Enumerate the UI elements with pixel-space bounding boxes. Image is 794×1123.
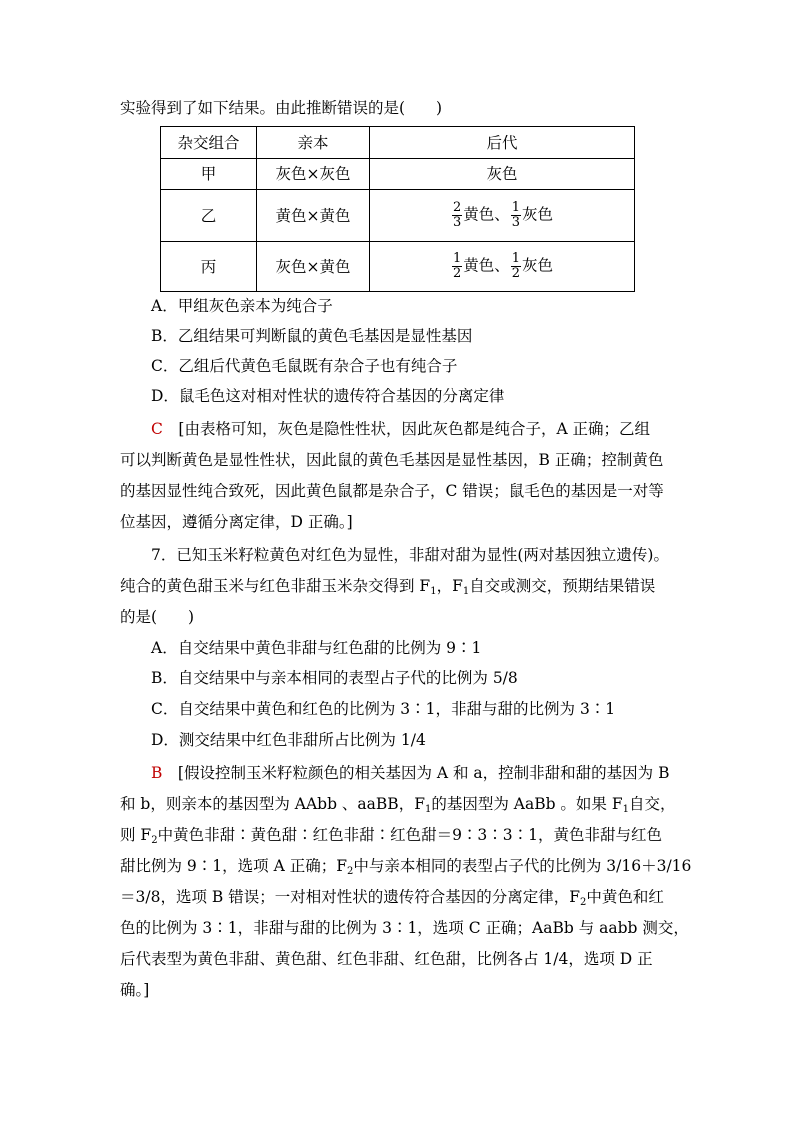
fraction: $\frac{1}{2}$ bbox=[511, 251, 521, 281]
fraction: $\frac{2}{3}$ bbox=[452, 200, 462, 230]
header-cross-group: 杂交组合 bbox=[161, 127, 257, 159]
q6-option-a: A．甲组灰色亲本为纯合子 bbox=[151, 297, 333, 315]
cell-parents: 灰色×黄色 bbox=[257, 242, 370, 292]
cell-parents: 黄色×黄色 bbox=[257, 190, 370, 242]
cell-offspring: $\frac{2}{3}$ 黄色、 $\frac{1}{3}$ 灰色 bbox=[370, 190, 635, 242]
header-parents: 亲本 bbox=[257, 127, 370, 159]
q7-answer-line-2: 和 b，则亲本的基因型为 AAbb 、aaBB，$F_1$的基因型为 AaBb 。如果 $F_1$自交， bbox=[120, 795, 676, 815]
q6-answer-line-1: C [由表格可知，灰色是隐性性状，因此灰色都是纯合子，A 正确；乙组 bbox=[151, 420, 651, 438]
cell-group: 甲 bbox=[161, 159, 257, 190]
q6-option-b: B．乙组结果可判断鼠的黄色毛基因是显性基因 bbox=[151, 327, 473, 345]
table-row bbox=[161, 242, 635, 292]
table-header-row bbox=[161, 127, 635, 159]
q6-answer-line-3: 的基因显性纯合致死，因此黄色鼠都是杂合子，C 错误；鼠毛色的基因是一对等 bbox=[120, 482, 664, 500]
cross-result-table bbox=[160, 126, 635, 292]
question-6-tail: 实验得到了如下结果。由此推断错误的是( ) bbox=[120, 99, 443, 117]
q7-option-b: B．自交结果中与亲本相同的表型占子代的比例为 5/8 bbox=[151, 669, 518, 687]
cell-parents: 灰色×灰色 bbox=[257, 159, 370, 190]
q7-answer-line-4: 甜比例为 9∶1，选项 A 正确；$F_2$中与亲本相同的表型占子代的比例为 3/16＋3/16 bbox=[120, 857, 692, 877]
cell-group: 乙 bbox=[161, 190, 257, 242]
q6-answer-line-2: 可以判断黄色是显性性状，因此鼠的黄色毛基因是显性基因，B 正确；控制黄色 bbox=[120, 451, 664, 469]
fraction: $\frac{1}{3}$ bbox=[511, 200, 521, 230]
q7-answer-line-7: 后代表型为黄色非甜、黄色甜、红色非甜、红色甜，比例各占 1/4，选项 D 正 bbox=[120, 950, 653, 968]
answer-letter: C bbox=[151, 420, 163, 438]
table-row bbox=[161, 190, 635, 242]
q7-answer-line-6: 色的比例为 3∶1，非甜与甜的比例为 3∶1，选项 C 正确；AaBb 与 aabb 测交， bbox=[120, 919, 689, 937]
q6-answer-line-4: 位基因，遵循分离定律，D 正确。] bbox=[120, 513, 353, 531]
q6-option-d: D．鼠毛色这对相对性状的遗传符合基因的分离定律 bbox=[151, 387, 505, 405]
q7-option-a: A．自交结果中黄色非甜与红色甜的比例为 9∶1 bbox=[151, 639, 482, 657]
answer-letter: B bbox=[151, 764, 163, 782]
cell-offspring: 灰色 bbox=[370, 159, 635, 190]
q7-option-c: C．自交结果中黄色和红色的比例为 3∶1，非甜与甜的比例为 3∶1 bbox=[151, 700, 616, 718]
table-row bbox=[161, 159, 635, 190]
question-7-line-2: 纯合的黄色甜玉米与红色非甜玉米杂交得到 $F_1$，$F_1$自交或测交，预期结果错误 bbox=[120, 577, 656, 597]
cell-group: 丙 bbox=[161, 242, 257, 292]
cell-offspring: $\frac{1}{2}$ 黄色、 $\frac{1}{2}$ 灰色 bbox=[370, 242, 635, 292]
q7-option-d: D．测交结果中红色非甜所占比例为 1/4 bbox=[151, 731, 426, 749]
q6-option-c: C．乙组后代黄色毛鼠既有杂合子也有纯合子 bbox=[151, 357, 458, 375]
q7-answer-line-8: 确。] bbox=[120, 981, 150, 999]
q7-answer-line-5: ＝3/8，选项 B 错误；一对相对性状的遗传符合基因的分离定律，$F_2$中黄色和红 bbox=[120, 888, 664, 908]
header-offspring: 后代 bbox=[370, 127, 635, 159]
q7-answer-line-3: 则 $F_2$中黄色非甜∶黄色甜∶红色非甜∶红色甜＝9∶3∶3∶1，黄色非甜与红色 bbox=[120, 826, 663, 846]
question-7-line-1: 7．已知玉米籽粒黄色对红色为显性，非甜对甜为显性(两对基因独立遗传)。 bbox=[151, 546, 669, 564]
fraction: $\frac{1}{2}$ bbox=[452, 251, 462, 281]
question-7-line-3: 的是( ) bbox=[120, 608, 195, 626]
q7-answer-line-1: B [假设控制玉米籽粒颜色的相关基因为 A 和 a，控制非甜和甜的基因为 B bbox=[151, 764, 670, 782]
